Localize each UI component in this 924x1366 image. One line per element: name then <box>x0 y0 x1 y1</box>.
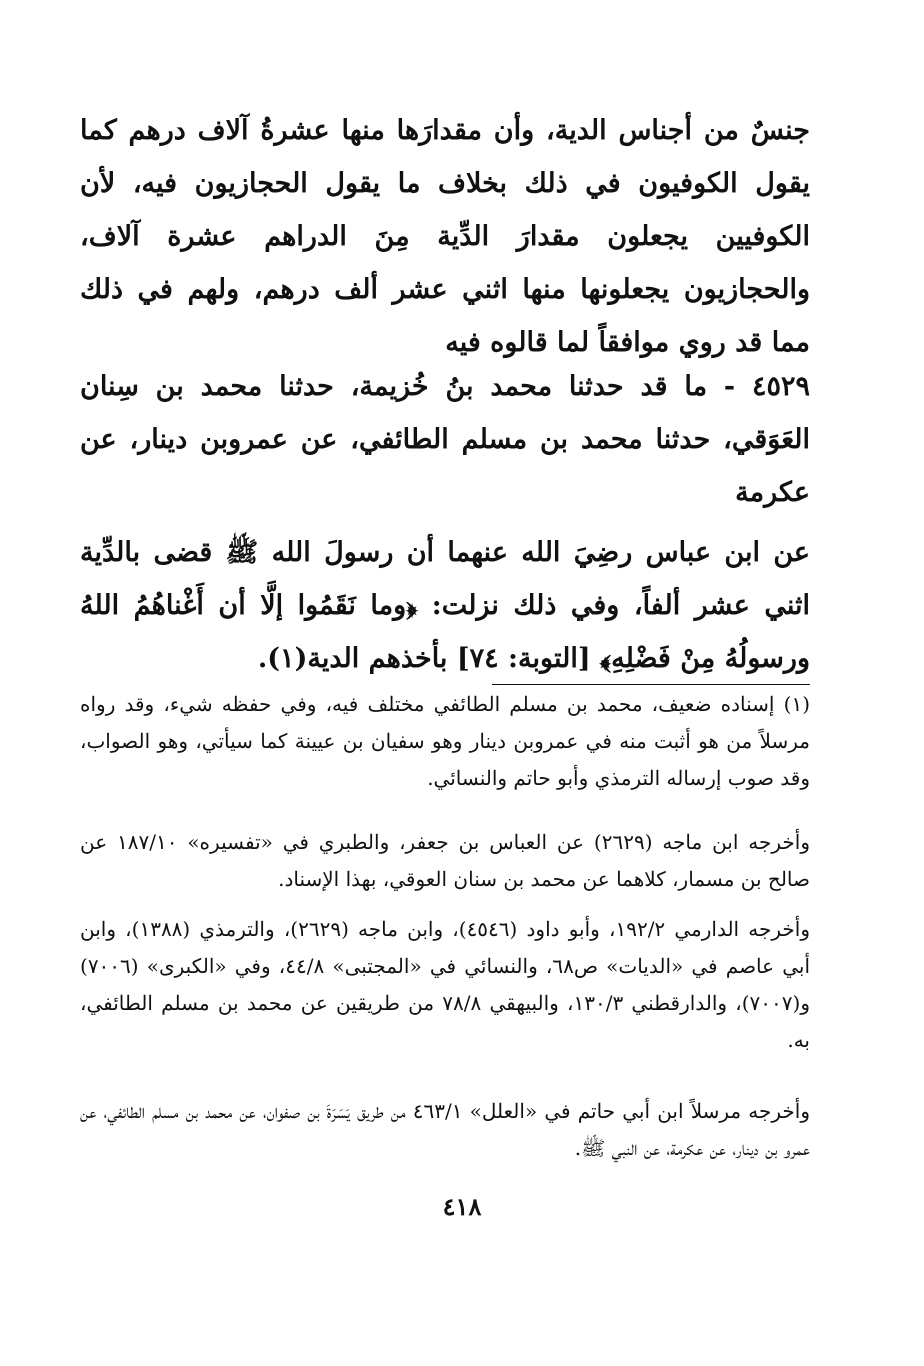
hadith-matn-paragraph: عن ابن عباس رضِيَ الله عنهما أن رسولَ الله ﷺ قضى بالدِّية اثني عشر ألفاً، وفي ذلك نزلت: ﴿وما نَقَمُوا إلَّا أن أَغْناهُمُ اللهُ ورسولُهُ مِنْ فَضْلِهِ﴾ [التوبة: ٧٤] بأخذهم الدية(١). <box>80 537 810 674</box>
footnote-4: وأخرجه مرسلاً ابن أبي حاتم في «العلل» ٤٦٣/١ من طريق يَسَرَةَ بن صفوان، عن محمد بن مسلم الطائفي، عن عمرو بن دينار، عن عكرمة، عن النبي ﷺ. <box>80 1099 810 1160</box>
page-number: ٤١٨ <box>442 1192 482 1221</box>
hadith-isnad-paragraph: ٤٥٢٩ - ما قد حدثنا محمد بنُ خُزيمة، حدثنا محمد بن سِنان العَوَقي، حدثنا محمد بن مسلم الطائفي، عن عمروبن دينار، عن عكرمة <box>80 371 810 508</box>
footnote-divider <box>492 684 810 685</box>
footnote-2: وأخرجه ابن ماجه (٢٦٢٩) عن العباس بن جعفر، والطبري في «تفسيره» ١٨٧/١٠ عن صالح بن مسمار، كلاهما عن محمد بن سنان العوقي، بهذا الإسناد. <box>80 830 810 891</box>
main-paragraph: جنسٌ من أجناس الدية، وأن مقدارَها منها عشرةُ آلاف درهم كما يقول الكوفيون في ذلك بخلاف ما يقول الحجازيون فيه، لأن الكوفيين يجعلون مقدارَ الدِّية مِنَ الدراهم عشرة آلاف، والحجازيون يجعلونها منها اثني عشر ألف درهم، ولهم في ذلك مما قد روي موافقاً لما قالوه فيه <box>80 115 810 358</box>
footnote-3: وأخرجه الدارمي ١٩٢/٢، وأبو داود (٤٥٤٦)، وابن ماجه (٢٦٢٩)، والترمذي (١٣٨٨)، وابن أبي عاصم في «الديات» ص٦٨، والنسائي في «المجتبى» ٤٤/٨، وفي «الكبرى» (٧٠٠٦) و(٧٠٠٧)، والدارقطني ١٣٠/٣، والبيهقي ٧٨/٨ من طريقين عن محمد بن مسلم الطائفي، به. <box>80 917 811 1052</box>
footnote-1: (١) إسناده ضعيف، محمد بن مسلم الطائفي مختلف فيه، وفي حفظه شيء، وقد رواه مرسلاً من هو أثبت منه في عمروبن دينار وهو سفيان بن عيينة كما سيأتي، وهو الصواب، وقد صوب إرساله الترمذي وأبو حاتم والنسائي. <box>80 692 810 790</box>
